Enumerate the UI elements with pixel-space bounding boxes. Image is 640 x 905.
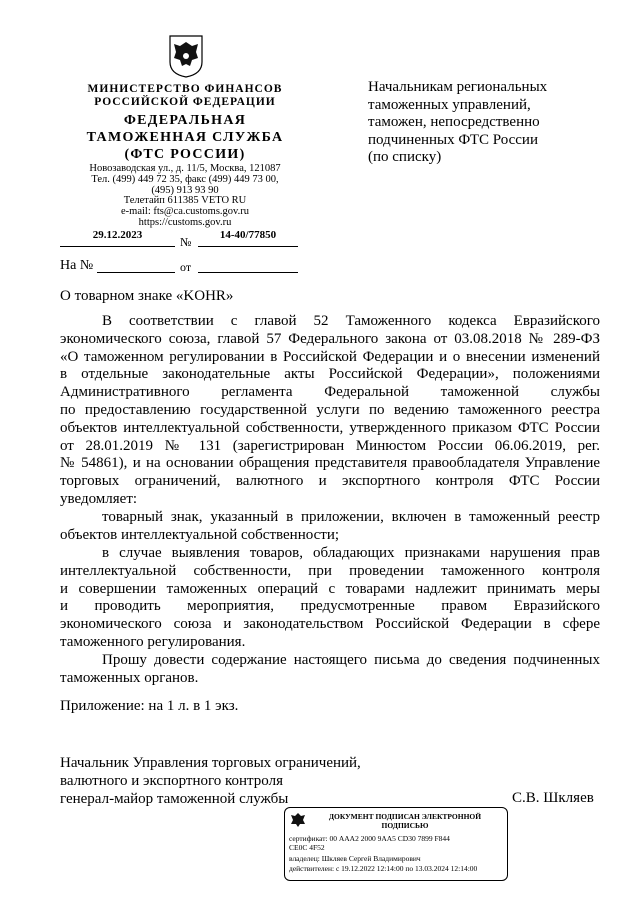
- number-sign: №: [180, 235, 192, 249]
- number-underline: [198, 246, 298, 247]
- ministry-line: МИНИСТЕРСТВО ФИНАНСОВ: [87, 83, 283, 95]
- letter-number: 14-40/77850: [219, 229, 277, 241]
- address-line: (495) 913 93 90: [151, 184, 219, 196]
- service-name: [60, 112, 310, 163]
- address-line: Телетайп 611385 VETO RU: [123, 195, 247, 207]
- paragraph-line: таможенных органов.: [60, 669, 199, 686]
- addressee-line: (по списку): [368, 149, 442, 165]
- coat-of-arms-emblem: [168, 34, 204, 78]
- addressee-line: подчиненных ФТС России: [368, 131, 538, 148]
- paragraph-line: в отдельные законодательные акты Российской Федерации», положениями: [60, 366, 600, 383]
- addressee-line: таможен, непосредственно: [368, 114, 540, 130]
- electronic-signature-stamp: [284, 807, 508, 881]
- paragraph-line: экономического союза, главой 57 Федерального закона от 03.08.2018 № 289-ФЗ: [60, 330, 600, 347]
- signatory-title: [60, 754, 361, 808]
- ministry-name: [60, 83, 310, 109]
- paragraph-line: и проводить мероприятия, предусмотренные правом Евразийского: [60, 598, 600, 615]
- address-line: e-mail: fts@ca.customs.gov.ru: [121, 206, 249, 218]
- paragraph-line: и совершении таможенных операций с товарами надлежит принимать меры: [60, 580, 600, 597]
- contact-address: [60, 164, 310, 229]
- letter-subject: О товарном знаке «KOHR»: [60, 288, 234, 304]
- attachment-note: Приложение: на 1 л. в 1 экз.: [60, 698, 239, 714]
- ref-from-label: от: [180, 260, 192, 274]
- paragraph-line: уведомляет:: [60, 490, 138, 507]
- paragraph: [60, 509, 600, 545]
- paragraph-line: по предоставлению государственной услуги по ведению таможенного реестра: [60, 401, 600, 418]
- paragraph-line: № 54861), и на основании обращения представителя правообладателя Управление: [60, 455, 600, 472]
- signatory-line: генерал-майор таможенной службы: [60, 791, 289, 807]
- address-line: Тел. (499) 449 72 35, факс (499) 449 73 00,: [91, 173, 279, 185]
- addressee-line: Начальникам региональных: [368, 79, 548, 95]
- paragraph: [60, 313, 600, 509]
- paragraph-line: от 28.01.2019 № 131 (зарегистрирован Минюстом России 06.06.2019, рег.: [60, 437, 600, 454]
- paragraph-line: «О таможенном регулировании в Российской Федерации и о внесении изменений: [60, 348, 600, 365]
- signatory-name: С.В. Шкляев: [512, 790, 594, 806]
- signatory-line: Начальник Управления торговых ограничений,: [60, 755, 361, 771]
- addressee-line: таможенных управлений,: [368, 96, 531, 113]
- service-line: (ФТС РОССИИ): [124, 147, 246, 162]
- paragraph-line: интеллектуальной собственности, при проведении таможенного контроля: [60, 562, 600, 579]
- paragraph-line: торговых ограничений, валютного и экспортного контроля ФТС России: [60, 473, 600, 490]
- stamp-title: ДОКУМЕНТ ПОДПИСАН ЭЛЕКТРОННОЙ ПОДПИСЬЮ: [328, 812, 482, 830]
- ref-date-line: [198, 272, 298, 273]
- date-underline: [60, 246, 175, 247]
- paragraph-line: таможенного регулирования.: [60, 633, 246, 650]
- paragraph-line: Прошу довести содержание настоящего письма до сведения подчиненных: [102, 652, 600, 668]
- emblem-icon: [290, 812, 306, 828]
- paragraph-line: в случае выявления товаров, обладающих признаками нарушения прав: [102, 545, 600, 561]
- paragraph-line: Административного регламента Федеральной таможенной службы: [60, 384, 600, 401]
- paragraph: [60, 652, 600, 688]
- service-line: ТАМОЖЕННАЯ СЛУЖБА: [86, 130, 284, 145]
- paragraph-line: объектов интеллектуальной собственности;: [60, 526, 340, 543]
- paragraph-line: товарный знак, указанный в приложении, включен в таможенный реестр: [102, 509, 600, 525]
- address-line: https://customs.gov.ru: [138, 216, 232, 228]
- ministry-line: РОССИЙСКОЙ ФЕДЕРАЦИИ: [94, 96, 276, 108]
- letter-date: 29.12.2023: [92, 229, 143, 241]
- paragraph-line: экономического союза и законодательством Российской Федерации в сфере: [60, 616, 600, 633]
- paragraph-line: объектов интеллектуальной собственности, утвержденного приказом ФТС России: [60, 419, 600, 436]
- ref-number-line: [97, 272, 175, 273]
- signatory-line: валютного и экспортного контроля: [60, 773, 283, 789]
- stamp-validity: действителен: с 19.12.2022 12:14:00 по 13.03.2024 12:14:00: [289, 864, 478, 873]
- paragraph-line: В соответствии с главой 52 Таможенного кодекса Евразийского: [102, 313, 600, 329]
- address-line: Новозаводская ул., д. 11/5, Москва, 121087: [89, 163, 281, 174]
- addressee-block: [368, 79, 547, 167]
- stamp-owner: владелец: Шкляев Сергей Владимирович: [289, 854, 421, 863]
- stamp-certificate: сертификат: 00 AAA2 2000 9AA5 CD30 7899 F844 CE0C 4F52: [289, 834, 450, 852]
- ref-label: На №: [60, 258, 94, 273]
- service-line: ФЕДЕРАЛЬНАЯ: [123, 113, 247, 128]
- paragraph: [60, 545, 600, 652]
